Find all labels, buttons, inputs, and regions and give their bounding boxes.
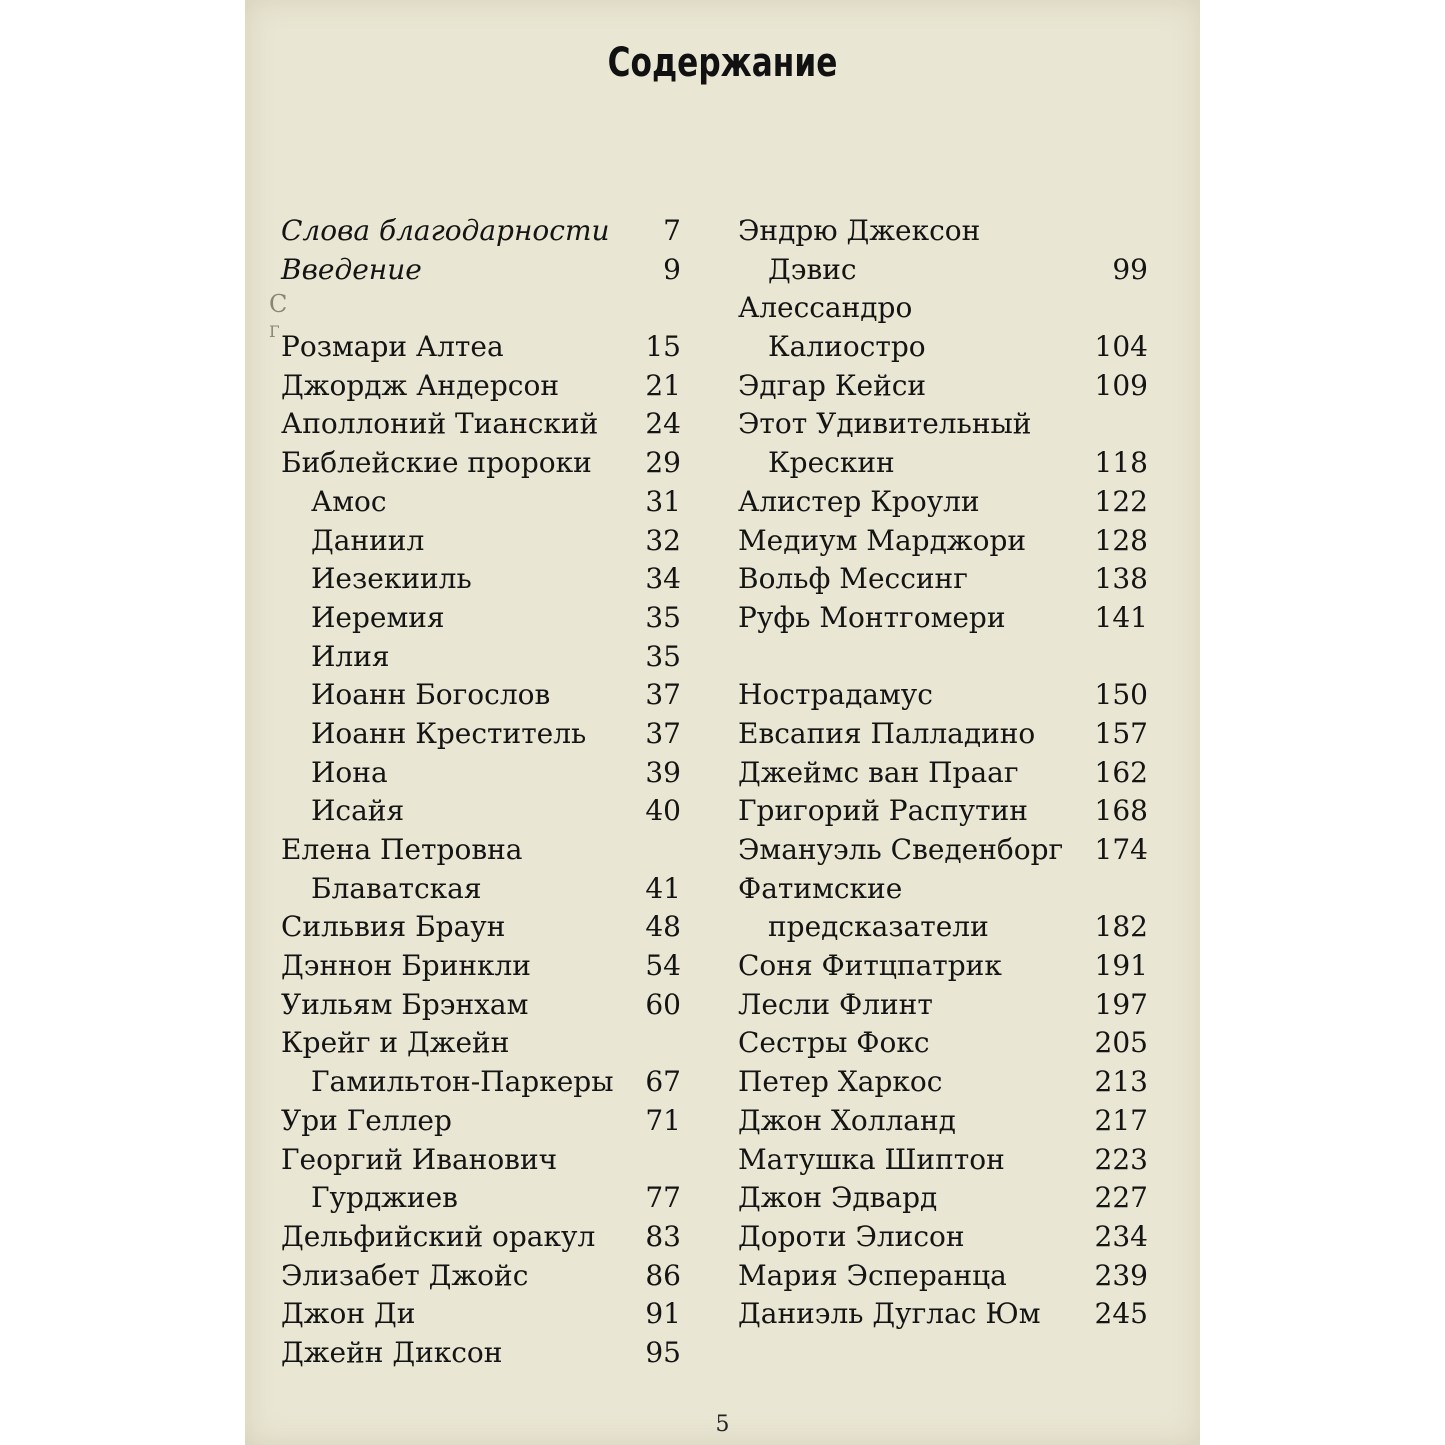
toc-entry-page: 34 bbox=[645, 562, 681, 596]
toc-entry-title: Джордж Андерсон bbox=[281, 368, 560, 402]
toc-entry bbox=[738, 1218, 1148, 1257]
toc-entry bbox=[738, 599, 1148, 638]
toc-entry bbox=[281, 522, 681, 561]
toc-entry-page: 157 bbox=[1094, 716, 1148, 750]
toc-entry bbox=[738, 947, 1148, 986]
toc-entry bbox=[281, 328, 681, 367]
toc-entry-page: 99 bbox=[1112, 252, 1148, 286]
toc-entry bbox=[281, 947, 681, 986]
toc-entry bbox=[738, 483, 1148, 522]
toc-entry-page: 197 bbox=[1094, 987, 1148, 1021]
toc-entry-title: Мария Эсперанца bbox=[738, 1258, 1007, 1292]
toc-entry-title: Алессандро bbox=[738, 291, 913, 325]
toc-entry-title: Крейг и Джейн bbox=[281, 1026, 510, 1060]
toc-entry-title: Григорий Распутин bbox=[738, 794, 1028, 828]
toc-entry-title: Илия bbox=[311, 639, 390, 673]
toc-entry-page: 40 bbox=[645, 794, 681, 828]
toc-entry-page: 67 bbox=[645, 1065, 681, 1099]
toc-entry bbox=[738, 676, 1148, 715]
toc-entry-title: Эдгар Кейси bbox=[738, 368, 927, 402]
toc-entry bbox=[738, 831, 1148, 870]
toc-entry bbox=[738, 754, 1148, 793]
toc-entry bbox=[738, 986, 1148, 1025]
toc-entry-page: 141 bbox=[1094, 600, 1148, 634]
toc-entry-title: Сестры Фокс bbox=[738, 1026, 930, 1060]
toc-entry-title: Элизабет Джойс bbox=[281, 1258, 529, 1292]
toc-entry-page: 24 bbox=[645, 407, 681, 441]
toc-spacer bbox=[281, 289, 681, 328]
toc-entry-page: 77 bbox=[645, 1181, 681, 1215]
toc-entry-page: 83 bbox=[645, 1219, 681, 1253]
toc-entry-page: 245 bbox=[1094, 1297, 1148, 1331]
toc-entry-title: Гамильтон-Паркеры bbox=[311, 1065, 614, 1099]
toc-column-right bbox=[738, 212, 1148, 1334]
toc-entry-page: 234 bbox=[1094, 1219, 1148, 1253]
toc-entry-page: 174 bbox=[1094, 833, 1148, 866]
toc-entry bbox=[281, 1063, 681, 1102]
toc-entry-title: Уильям Брэнхам bbox=[281, 987, 529, 1021]
page-number: 5 bbox=[715, 1412, 730, 1437]
toc-entry bbox=[738, 367, 1148, 406]
toc-entry-title: Блаватская bbox=[311, 871, 482, 905]
toc-entry-page: 71 bbox=[645, 1103, 681, 1137]
toc-entry-page: 7 bbox=[663, 214, 681, 247]
toc-entry-title: Крескин bbox=[768, 446, 895, 480]
toc-entry-title: Медиум Марджори bbox=[738, 523, 1027, 557]
toc-entry-title: Джейн Диксон bbox=[281, 1335, 503, 1369]
toc-entry-page: 15 bbox=[645, 330, 681, 364]
toc-entry-title: Библейские пророки bbox=[281, 446, 592, 480]
toc-entry bbox=[738, 289, 1148, 328]
toc-entry bbox=[281, 599, 681, 638]
toc-entry-page: 150 bbox=[1094, 678, 1148, 712]
book-page bbox=[245, 0, 1200, 1445]
toc-entry bbox=[738, 1257, 1148, 1296]
toc-entry bbox=[738, 870, 1148, 909]
toc-entry-title: Соня Фитцпатрик bbox=[738, 949, 1002, 983]
toc-entry-title: Джон Ди bbox=[281, 1297, 416, 1331]
toc-entry-title: Матушка Шиптон bbox=[738, 1142, 1005, 1176]
toc-entry bbox=[738, 1179, 1148, 1218]
toc-entry-title: Нострадамус bbox=[738, 678, 933, 712]
toc-entry-page: 86 bbox=[645, 1258, 681, 1292]
toc-entry-title: Даниил bbox=[311, 523, 425, 557]
toc-entry bbox=[738, 251, 1148, 290]
toc-entry-page: 118 bbox=[1094, 446, 1148, 480]
toc-entry-title: Розмари Алтеа bbox=[281, 330, 504, 364]
toc-spacer bbox=[738, 638, 1148, 677]
toc-entry-title: Дороти Элисон bbox=[738, 1219, 965, 1253]
toc-entry-title: Алистер Кроули bbox=[738, 484, 980, 518]
toc-entry-title: Ури Геллер bbox=[281, 1103, 452, 1137]
toc-entry bbox=[281, 870, 681, 909]
toc-entry-page: 39 bbox=[645, 755, 681, 789]
toc-entry bbox=[281, 676, 681, 715]
toc-entry bbox=[281, 908, 681, 947]
toc-entry bbox=[281, 1102, 681, 1141]
toc-entry bbox=[281, 1141, 681, 1180]
toc-entry-page: 37 bbox=[645, 716, 681, 750]
toc-entry-title: Иезекииль bbox=[311, 562, 472, 596]
toc-entry-page: 227 bbox=[1094, 1181, 1148, 1215]
toc-entry-page: 109 bbox=[1094, 368, 1148, 402]
toc-entry bbox=[281, 1179, 681, 1218]
toc-entry-page: 217 bbox=[1094, 1103, 1148, 1137]
toc-entry bbox=[738, 405, 1148, 444]
toc-entry-page: 162 bbox=[1094, 755, 1148, 789]
toc-entry bbox=[281, 754, 681, 793]
toc-entry-page: 48 bbox=[645, 910, 681, 944]
toc-entry-title: Елена Петровна bbox=[281, 833, 523, 866]
toc-entry bbox=[738, 560, 1148, 599]
toc-entry bbox=[281, 251, 681, 290]
toc-entry-title: Эмануэль Сведенборг bbox=[738, 833, 1064, 866]
toc-entry bbox=[281, 483, 681, 522]
toc-entry bbox=[281, 405, 681, 444]
toc-entry-title: Аполлоний Тианский bbox=[281, 407, 599, 441]
toc-entry-page: 104 bbox=[1094, 330, 1148, 364]
toc-entry-page: 41 bbox=[645, 871, 681, 905]
toc-entry-title: Дэннон Бринкли bbox=[281, 949, 531, 983]
toc-entry-title: Иона bbox=[311, 755, 388, 789]
toc-entry-page: 21 bbox=[645, 368, 681, 402]
toc-entry-page: 168 bbox=[1094, 794, 1148, 828]
toc-entry bbox=[738, 522, 1148, 561]
toc-entry-title: Иоанн Богослов bbox=[311, 678, 551, 712]
toc-entry-page: 35 bbox=[645, 639, 681, 673]
toc-entry-page: 191 bbox=[1094, 949, 1148, 983]
toc-entry bbox=[281, 367, 681, 406]
toc-entry bbox=[738, 1024, 1148, 1063]
toc-entry-title: Амос bbox=[311, 484, 387, 518]
toc-entry-page: 128 bbox=[1094, 523, 1148, 557]
toc-entry-page: 223 bbox=[1094, 1142, 1148, 1176]
stray-letter: С bbox=[269, 290, 288, 318]
toc-entry-page: 213 bbox=[1094, 1065, 1148, 1099]
toc-entry bbox=[738, 212, 1148, 251]
toc-entry-page: 54 bbox=[645, 949, 681, 983]
toc-entry-title: Слова благодарности bbox=[281, 214, 610, 247]
toc-column-left bbox=[281, 212, 681, 1373]
toc-entry-page: 91 bbox=[645, 1297, 681, 1331]
toc-entry-title: Руфь Монтгомери bbox=[738, 600, 1006, 634]
toc-entry bbox=[281, 1295, 681, 1334]
toc-entry-page: 239 bbox=[1094, 1258, 1148, 1292]
toc-entry bbox=[281, 1024, 681, 1063]
toc-entry-title: Евсапия Палладино bbox=[738, 716, 1036, 750]
toc-entry bbox=[281, 792, 681, 831]
toc-entry bbox=[281, 831, 681, 870]
toc-entry-title: Эндрю Джексон bbox=[738, 214, 981, 247]
toc-entry bbox=[738, 715, 1148, 754]
toc-entry-title: Дельфийский оракул bbox=[281, 1219, 596, 1253]
toc-entry-page: 138 bbox=[1094, 562, 1148, 596]
toc-entry-title: Джеймс ван Прааг bbox=[738, 755, 1019, 789]
toc-entry-title: Сильвия Браун bbox=[281, 910, 506, 944]
toc-entry bbox=[281, 1334, 681, 1373]
toc-entry-page: 122 bbox=[1094, 484, 1148, 518]
toc-entry bbox=[281, 638, 681, 677]
toc-entry bbox=[738, 1063, 1148, 1102]
toc-entry-title: Этот Удивительный bbox=[738, 407, 1032, 441]
toc-entry-title: предсказатели bbox=[768, 910, 989, 944]
toc-entry bbox=[281, 212, 681, 251]
toc-entry-title: Лесли Флинт bbox=[738, 987, 933, 1021]
toc-entry-page: 31 bbox=[645, 484, 681, 518]
toc-entry bbox=[738, 1141, 1148, 1180]
toc-entry-page: 205 bbox=[1094, 1026, 1148, 1060]
toc-entry-title: Георгий Иванович bbox=[281, 1142, 558, 1176]
toc-entry bbox=[281, 1257, 681, 1296]
toc-entry-title: Калиостро bbox=[768, 330, 926, 364]
toc-entry bbox=[738, 444, 1148, 483]
toc-entry-title: Гурджиев bbox=[311, 1181, 458, 1215]
toc-entry-title: Дэвис bbox=[768, 252, 857, 286]
toc-entry bbox=[281, 1218, 681, 1257]
page-title: Содержание bbox=[607, 40, 838, 86]
toc-entry bbox=[281, 986, 681, 1025]
toc-entry-page: 9 bbox=[663, 252, 681, 286]
toc-entry-title: Иеремия bbox=[311, 600, 445, 634]
toc-entry bbox=[738, 908, 1148, 947]
toc-entry-title: Джон Эдвард bbox=[738, 1181, 938, 1215]
toc-entry bbox=[281, 444, 681, 483]
stray-letter: Г bbox=[269, 322, 280, 341]
toc-entry bbox=[738, 1295, 1148, 1334]
toc-entry-page: 37 bbox=[645, 678, 681, 712]
toc-entry bbox=[738, 1102, 1148, 1141]
toc-entry-title: Даниэль Дуглас Юм bbox=[738, 1297, 1041, 1331]
toc-entry-title: Иоанн Креститель bbox=[311, 716, 587, 750]
toc-entry-page: 32 bbox=[645, 523, 681, 557]
toc-entry-title: Исайя bbox=[311, 794, 405, 828]
toc-entry bbox=[738, 328, 1148, 367]
toc-entry bbox=[281, 560, 681, 599]
toc-entry bbox=[281, 715, 681, 754]
toc-entry-page: 182 bbox=[1094, 910, 1148, 944]
toc-entry-page: 29 bbox=[645, 446, 681, 480]
toc-entry-title: Введение bbox=[281, 252, 422, 286]
toc-entry bbox=[738, 792, 1148, 831]
toc-entry-title: Фатимские bbox=[738, 871, 903, 905]
toc-entry-page: 95 bbox=[645, 1335, 681, 1369]
toc-entry-title: Вольф Мессинг bbox=[738, 562, 968, 596]
toc-entry-title: Джон Холланд bbox=[738, 1103, 956, 1137]
toc-entry-title: Петер Харкос bbox=[738, 1065, 943, 1099]
toc-entry-page: 60 bbox=[645, 987, 681, 1021]
toc-entry-page: 35 bbox=[645, 600, 681, 634]
